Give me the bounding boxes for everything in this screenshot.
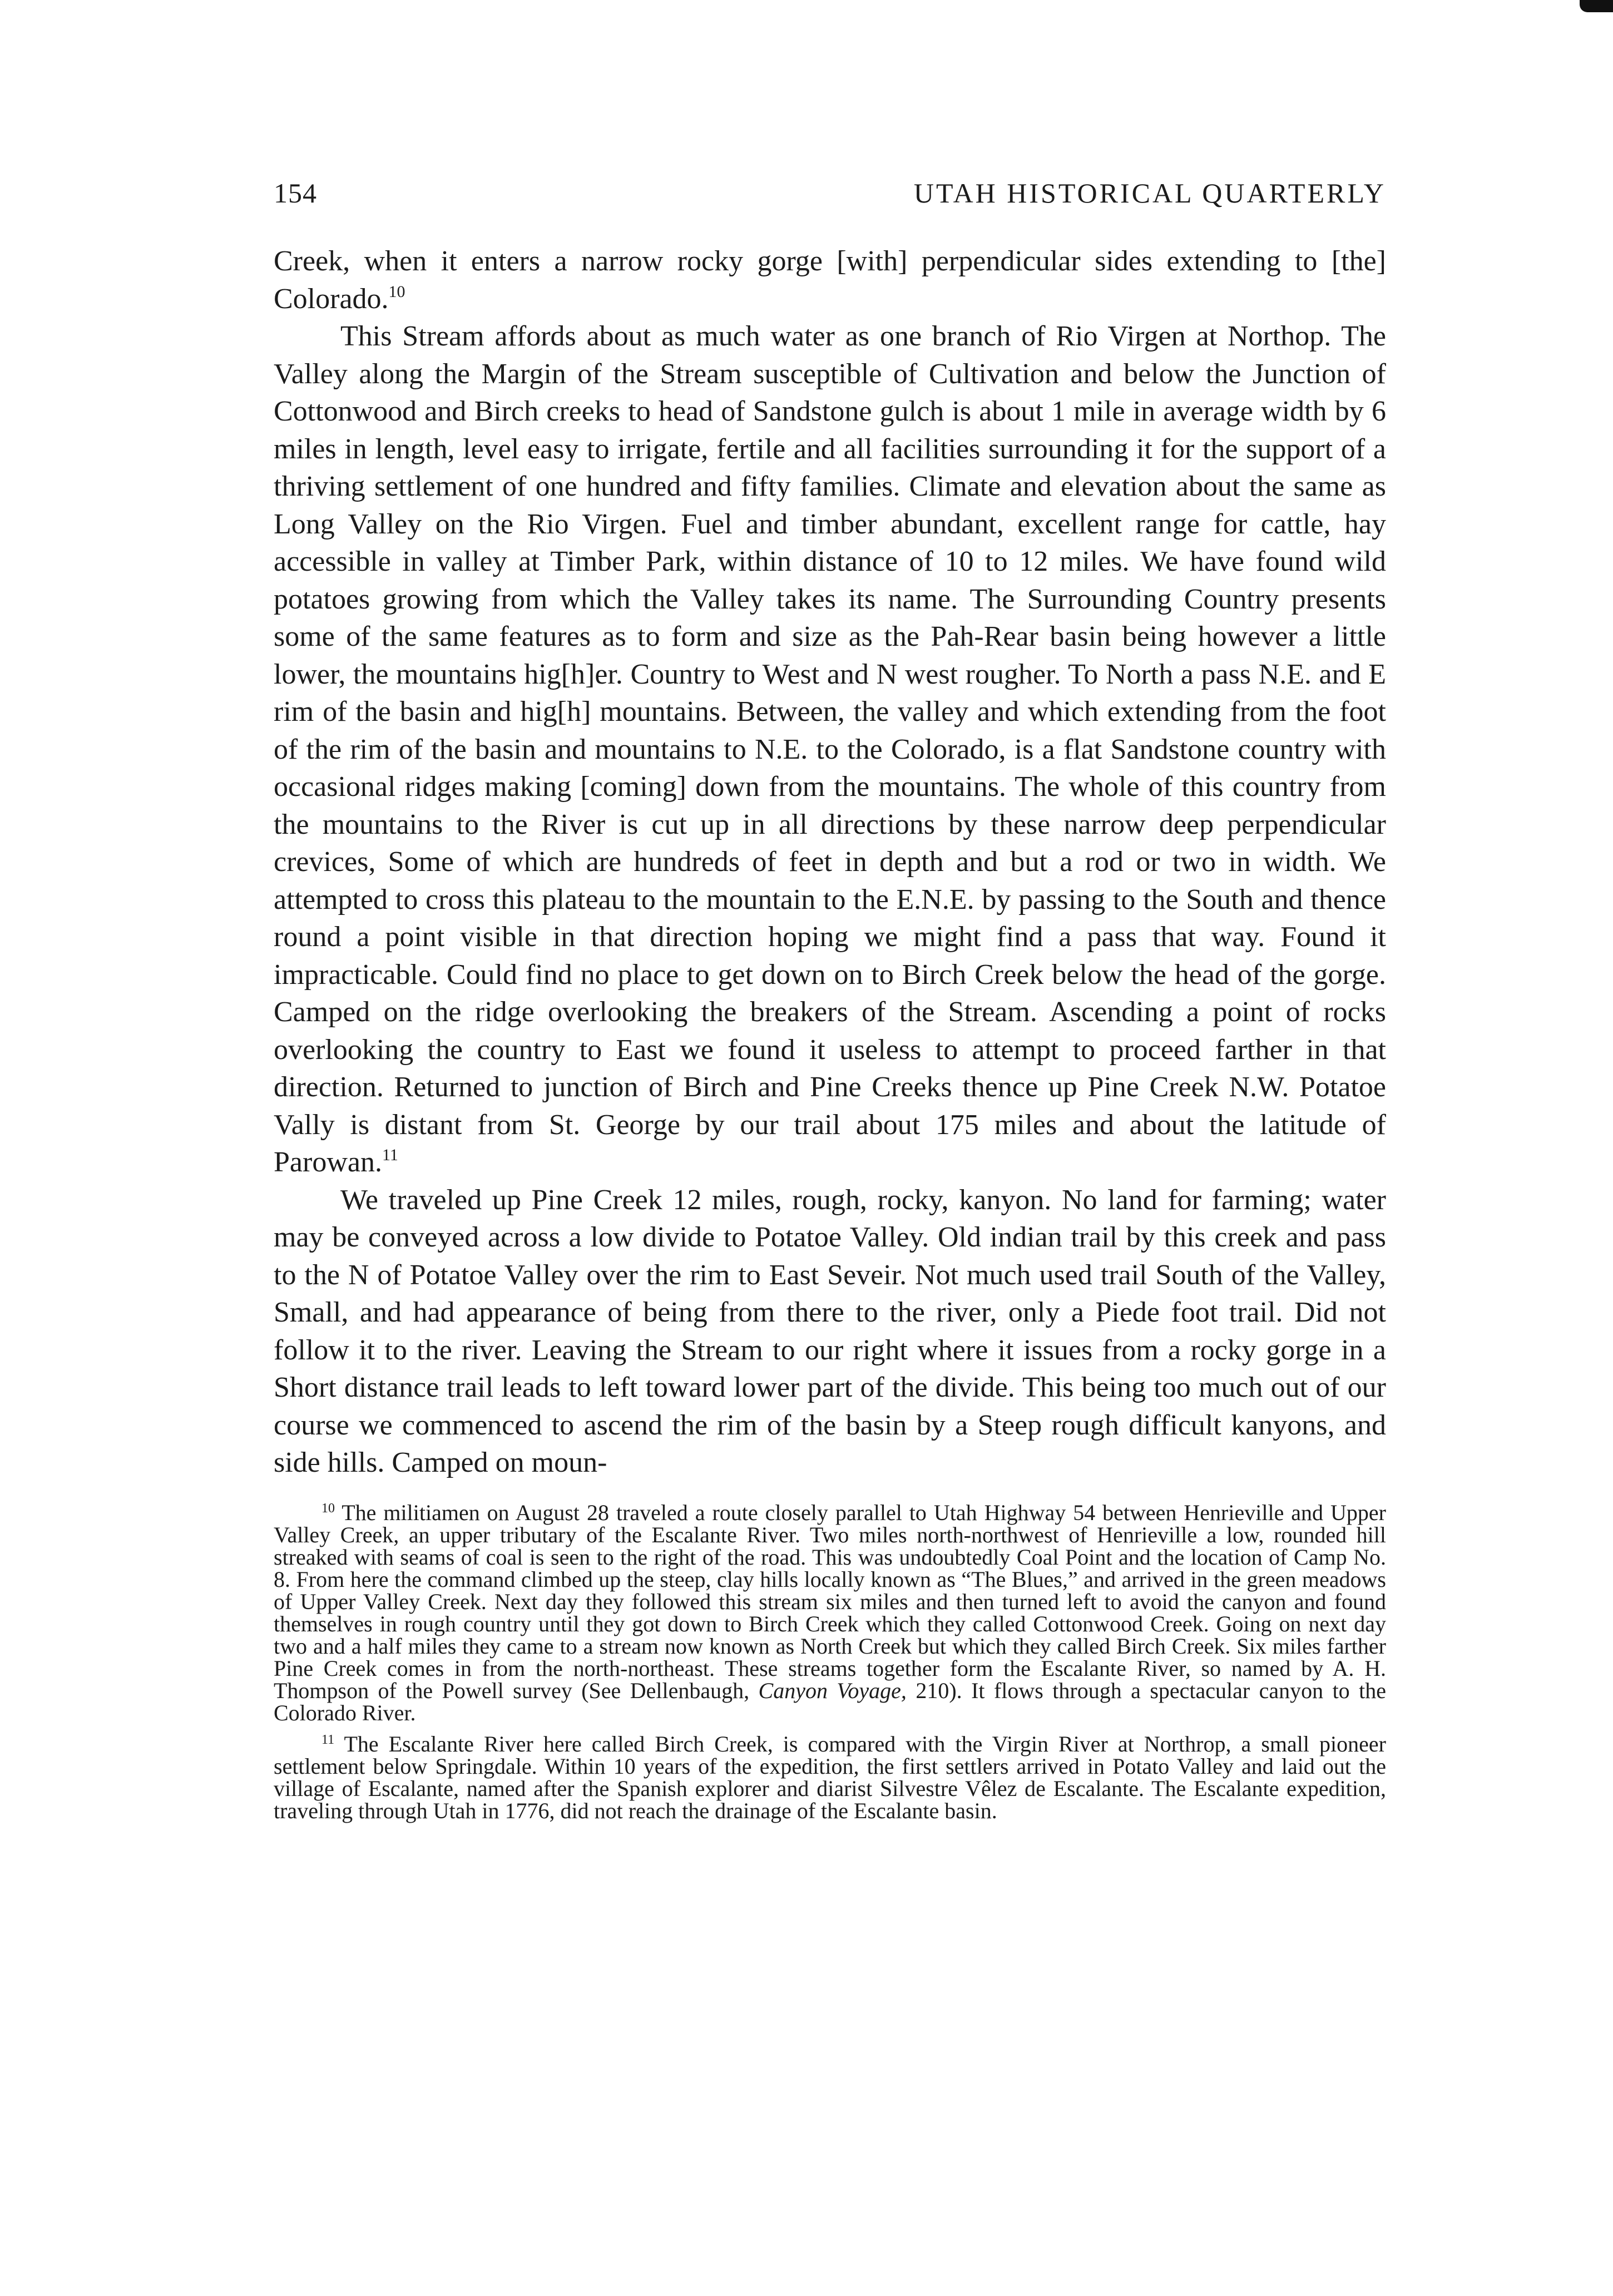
footnotes — [274, 1502, 1386, 1822]
footnote-ref-10[interactable]: 10 — [388, 282, 405, 301]
paragraph-3 — [274, 1181, 1386, 1482]
running-title: UTAH HISTORICAL QUARTERLY — [913, 177, 1386, 209]
footnote-10 — [274, 1502, 1386, 1724]
footnote-11-text: The Escalante River here called Birch Creek, is compared with the Virgin River at Northrop, a small pioneer settlement below Springdale. Within 10 years of the expedition, the first settlers arrived in Potato Valley and laid out the village of Escalante, named after the Spanish explorer and diarist Silvestre Vêlez de Escalante. The Escalante expedition, traveling through Utah in 1776, did not reach the drainage of the Escalante basin. — [274, 1731, 1386, 1823]
page-edge-mark — [1580, 0, 1613, 12]
footnote-10-book-title: Canyon Voyage, — [758, 1678, 907, 1703]
paragraph-3-text: We traveled up Pine Creek 12 miles, rough, rocky, kanyon. No land for farming; water may be conveyed across a low divide to Potatoe Valley. Old indian trail by this creek and pass to the N of Potatoe Valley over the rim to East Seveir. Not much used trail South of the Valley, Small, and had appearance of being from there to the river, only a Piede foot trail. Did not follow it to the river. Leaving the Stream to our right where it issues from a rocky gorge in a Short distance trail leads to left toward lower part of the divide. This being too much out of our course we commenced to ascend the rim of the basin by a Steep rough difficult kanyons, and side hills. Camped on moun- — [274, 1184, 1386, 1478]
book-page — [274, 177, 1386, 1831]
footnote-10-text-a: The militiamen on August 28 traveled a route closely parallel to Utah Highway 54 between Henrieville and Upper Valley Creek, an upper tributary of the Escalante River. Two miles north-northwest of Henrieville a low, rounded hill streaked with seams of coal is seen to the right of the road. This was undoubtedly Coal Point and the location of Camp No. 8. From here the command climbed up the steep, clay hills locally known as “The Blues,” and arrived in the green meadows of Upper Valley Creek. Next day they followed this stream six miles and then turned left to avoid the canyon and found themselves in rough country until they got down to Birch Creek which they called Cottonwood Creek. Going on next day two and a half miles they came to a stream now known as North Creek but which they called Birch Creek. Six miles farther Pine Creek comes in from the north-northeast. These streams together form the Escalante River, so named by A. H. Thompson of the Powell survey (See Dellenbaugh, — [274, 1500, 1386, 1703]
running-head — [274, 177, 1386, 214]
page-number: 154 — [274, 177, 317, 209]
footnote-10-text-b: 210). It flows through a spectacular canyon to the Colorado River. — [274, 1678, 1386, 1725]
body-text — [274, 243, 1386, 1482]
footnote-10-number: 10 — [321, 1501, 335, 1516]
footnote-11 — [274, 1733, 1386, 1822]
paragraph-2 — [274, 318, 1386, 1181]
footnote-ref-11[interactable]: 11 — [382, 1146, 398, 1164]
paragraph-1 — [274, 243, 1386, 318]
paragraph-2-text: This Stream affords about as much water as one branch of Rio Virgen at Northop. The Valley along the Margin of the Stream susceptible of Cultivation and below the Junction of Cottonwood and Birch creeks to head of Sandstone gulch is about 1 mile in average width by 6 miles in length, level easy to irrigate, fertile and all facilities surrounding it for the support of a thriving settlement of one hundred and fifty families. Climate and elevation about the same as Long Valley on the Rio Virgen. Fuel and timber abundant, excellent range for cattle, hay accessible in valley at Timber Park, within distance of 10 to 12 miles. We have found wild potatoes growing from which the Valley takes its name. The Surrounding Country presents some of the same features as to form and size as the Pah-Rear basin being however a little lower, the mountains hig[h]er. Country to West and N west rougher. To North a pass N.E. and E rim of the basin and hig[h] mountains. Between, the valley and which extending from the foot of the rim of the basin and mountains to N.E. to the Colorado, is a flat Sandstone country with occasional ridges making [coming] down from the mountains. The whole of this country from the mountains to the River is cut up in all directions by these narrow deep perpendicular crevices, Some of which are hundreds of feet in depth and but a rod or two in width. We attempted to cross this plateau to the mountain to the E.N.E. by passing to the South and thence round a point visible in that direction hoping we might find a pass that way. Found it impracticable. Could find no place to get down on to Birch Creek below the head of the gorge. Camped on the ridge overlooking the breakers of the Stream. Ascending a point of rocks overlooking the country to East we found it useless to attempt to proceed farther in that direction. Returned to junction of Birch and Pine Creeks thence up Pine Creek N.W. Potatoe Vally is distant from St. George by our trail about 175 miles and about the latitude of Parowan. — [274, 320, 1386, 1178]
paragraph-1-text: Creek, when it enters a narrow rocky gorge [with] perpendicular sides extending to [the] Colorado. — [274, 245, 1386, 315]
footnote-11-number: 11 — [321, 1732, 335, 1747]
